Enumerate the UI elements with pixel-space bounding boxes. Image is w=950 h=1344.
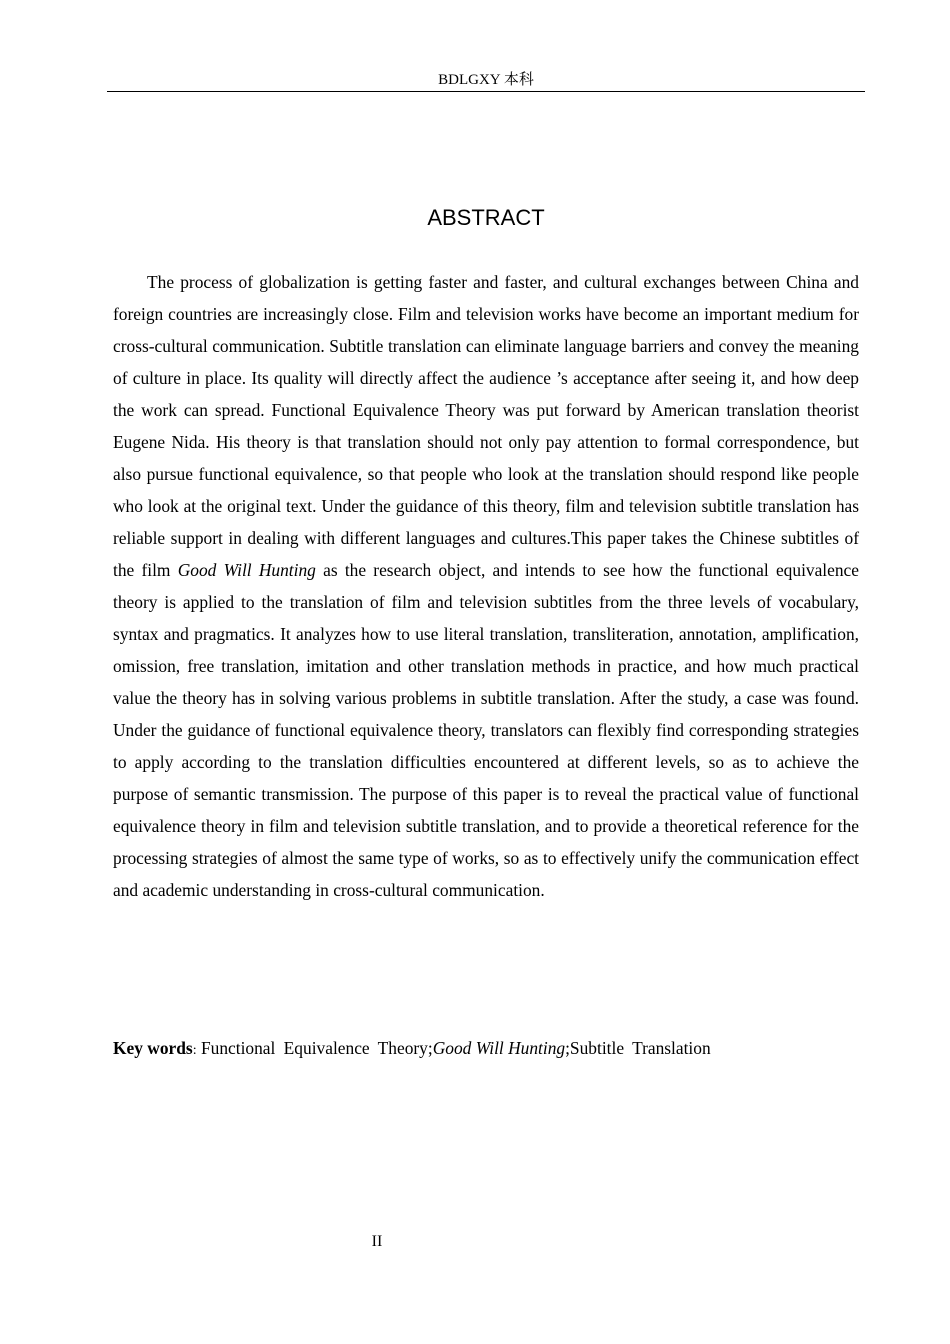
header-rule [107,91,865,92]
keywords-line [113,1034,859,1065]
keyword-term-3: ;Subtitle Translation [565,1038,711,1058]
abstract-title: ABSTRACT [427,205,545,230]
abstract-text-part2: as the research object, and intends to see how the functional equivalence theory is applied to the translation of film and television subtitles from the three levels of vocabulary, syntax and pragmatics. It analyzes how to use literal translation, transliteration, annotation, amplification, omission, free translation, imitation and other translation methods in practice, and how much practical value the theory has in solving various problems in subtitle translation. After the study, a case was found. Under the guidance of functional equivalence theory, translators can flexibly find corresponding strategies to apply according to the translation difficulties encountered at different levels, so as to achieve the purpose of semantic transmission. The purpose of this paper is to reveal the practical value of functional equivalence theory in film and television subtitle translation, and to provide a theoretical reference for the processing strategies of almost the same type of works, so as to effectively unify the communication effect and academic understanding in cross-cultural communication. [113,560,859,900]
abstract-text-part1: The process of globalization is getting faster and faster, and cultural exchanges between China and foreign countries are increasingly close. Film and television works have become an important medium for cross-cultural communication. Subtitle translation can eliminate language barriers and convey the meaning of culture in place. Its quality will directly affect the audience ’s acceptance after seeing it, and how deep the work can spread. Functional Equivalence Theory was put forward by American translation theorist Eugene Nida. His theory is that translation should not only pay attention to formal correspondence, but also pursue functional equivalence, so that people who look at the translation should respond like people who look at the original text. Under the guidance of this theory, film and television subtitle translation has reliable support in dealing with different languages and cultures.This paper takes the Chinese subtitles of the film [113,272,859,580]
keywords-label: Key words [113,1038,193,1058]
page-number: II [371,1233,383,1250]
keyword-term-1: Functional Equivalence Theory; [200,1038,433,1058]
keyword-term-2: Good Will Hunting [432,1038,566,1058]
keywords-separator: : [192,1043,197,1058]
film-title: Good Will Hunting [177,560,316,580]
abstract-body [113,266,859,906]
page-header: BDLGXY 本科 [438,72,534,88]
